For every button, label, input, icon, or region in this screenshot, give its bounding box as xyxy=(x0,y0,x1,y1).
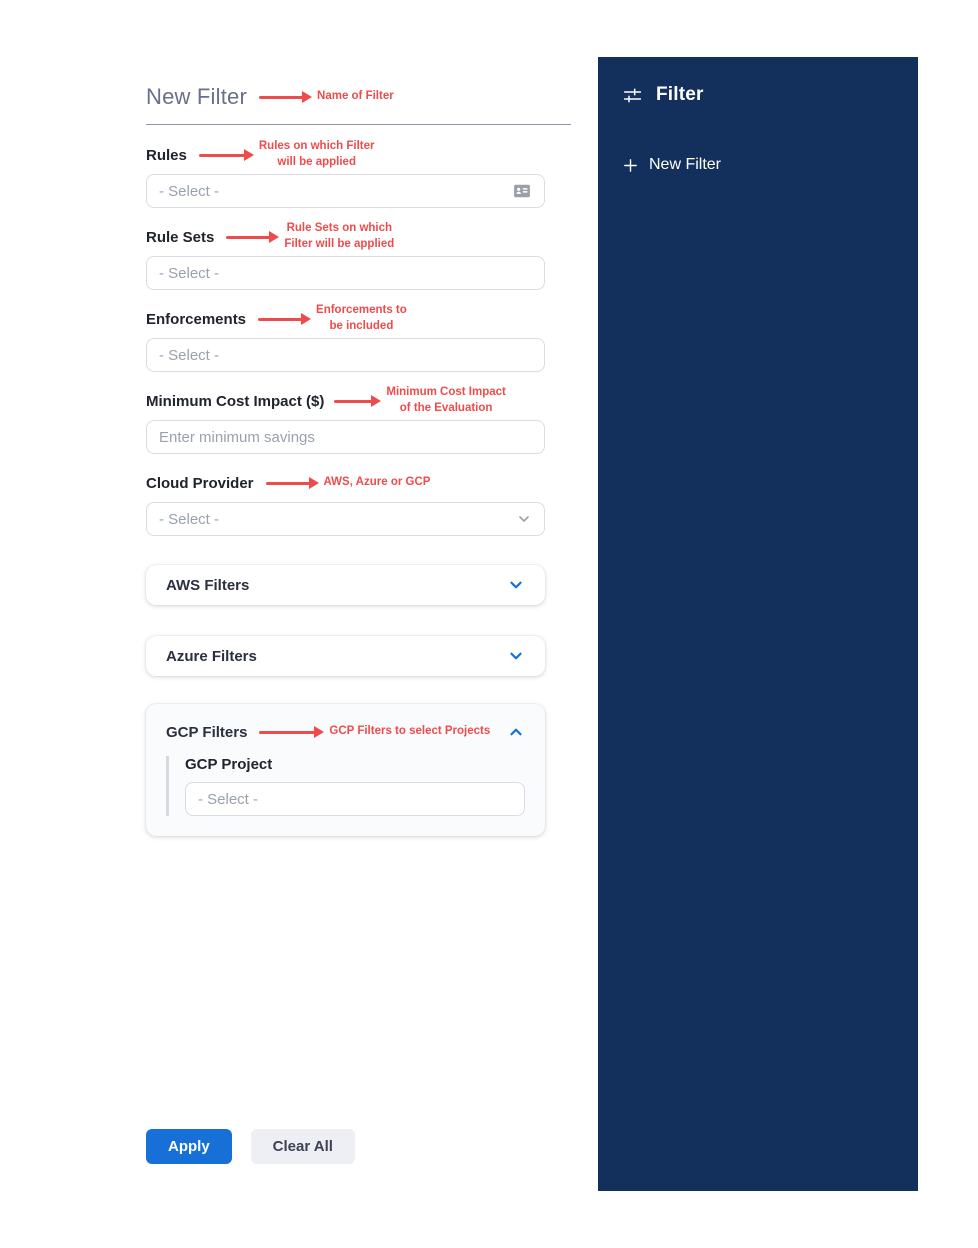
annotation-name-of-filter: Name of Filter xyxy=(317,90,394,103)
annotation-arrow xyxy=(266,482,310,485)
filter-name-input[interactable]: New Filter xyxy=(146,84,248,109)
annotation-rules: Rules on which Filter will be applied xyxy=(258,140,375,168)
gcp-filters-label: GCP Filters xyxy=(166,723,248,741)
field-cloud-provider xyxy=(146,474,571,536)
annotation-enforcements: Enforcements to be included xyxy=(316,304,407,332)
aws-filters-section xyxy=(146,565,545,605)
minimum-savings-input[interactable] xyxy=(146,420,545,454)
gcp-project-field xyxy=(166,756,525,816)
rule-sets-select[interactable]: - Select - xyxy=(146,256,545,290)
aws-filters-label: AWS Filters xyxy=(166,576,250,594)
cloud-provider-select[interactable]: - Select - xyxy=(146,502,545,536)
apply-button[interactable]: Apply xyxy=(146,1129,232,1164)
gcp-project-label: GCP Project xyxy=(185,756,273,773)
rule-sets-label: Rule Sets xyxy=(146,228,215,246)
field-enforcements xyxy=(146,304,571,372)
annotation-gcp-filters: GCP Filters to select Projects xyxy=(329,725,491,738)
rules-select[interactable]: - Select - xyxy=(146,174,545,208)
rules-label: Rules xyxy=(146,146,187,164)
chevron-down-icon xyxy=(507,576,525,594)
azure-filters-toggle[interactable] xyxy=(146,636,545,676)
minimum-cost-impact-label: Minimum Cost Impact ($) xyxy=(146,392,325,410)
field-rule-sets xyxy=(146,222,571,290)
azure-filters-label: Azure Filters xyxy=(166,647,257,665)
annotation-arrow xyxy=(226,236,270,239)
azure-filters-section xyxy=(146,636,545,676)
chevron-up-icon xyxy=(507,723,525,741)
sidebar-header xyxy=(622,84,894,106)
new-filter-button[interactable] xyxy=(622,156,894,174)
gcp-filters-toggle[interactable] xyxy=(166,723,525,741)
enforcements-label: Enforcements xyxy=(146,310,247,328)
enforcements-select[interactable]: - Select - xyxy=(146,338,545,372)
gcp-project-select[interactable]: - Select - xyxy=(185,782,525,816)
annotation-arrow xyxy=(334,400,372,403)
filter-form xyxy=(146,84,571,1155)
sliders-icon xyxy=(622,85,643,106)
annotation-arrow xyxy=(259,96,303,99)
annotation-rule-sets: Rule Sets on which Filter will be applied xyxy=(284,222,395,250)
annotation-minimum-cost-impact: Minimum Cost Impact of the Evaluation xyxy=(386,386,506,414)
form-actions xyxy=(146,1129,355,1164)
annotation-cloud-provider: AWS, Azure or GCP xyxy=(323,476,431,489)
filter-sidebar xyxy=(598,57,918,1191)
field-minimum-cost-impact xyxy=(146,386,571,454)
plus-icon xyxy=(622,157,639,174)
annotation-arrow xyxy=(259,731,315,734)
new-filter-label: New Filter xyxy=(649,156,722,173)
chevron-down-icon xyxy=(507,647,525,665)
filter-name-field xyxy=(146,84,571,125)
gcp-filters-section xyxy=(146,704,545,836)
field-rules xyxy=(146,140,571,208)
annotation-arrow xyxy=(258,318,302,321)
cloud-provider-label: Cloud Provider xyxy=(146,474,254,492)
id-card-icon xyxy=(512,181,532,201)
annotation-arrow xyxy=(199,154,245,157)
clear-all-button[interactable]: Clear All xyxy=(251,1129,355,1164)
sidebar-title: Filter xyxy=(656,84,704,105)
chevron-down-icon xyxy=(516,511,532,527)
aws-filters-toggle[interactable] xyxy=(146,565,545,605)
